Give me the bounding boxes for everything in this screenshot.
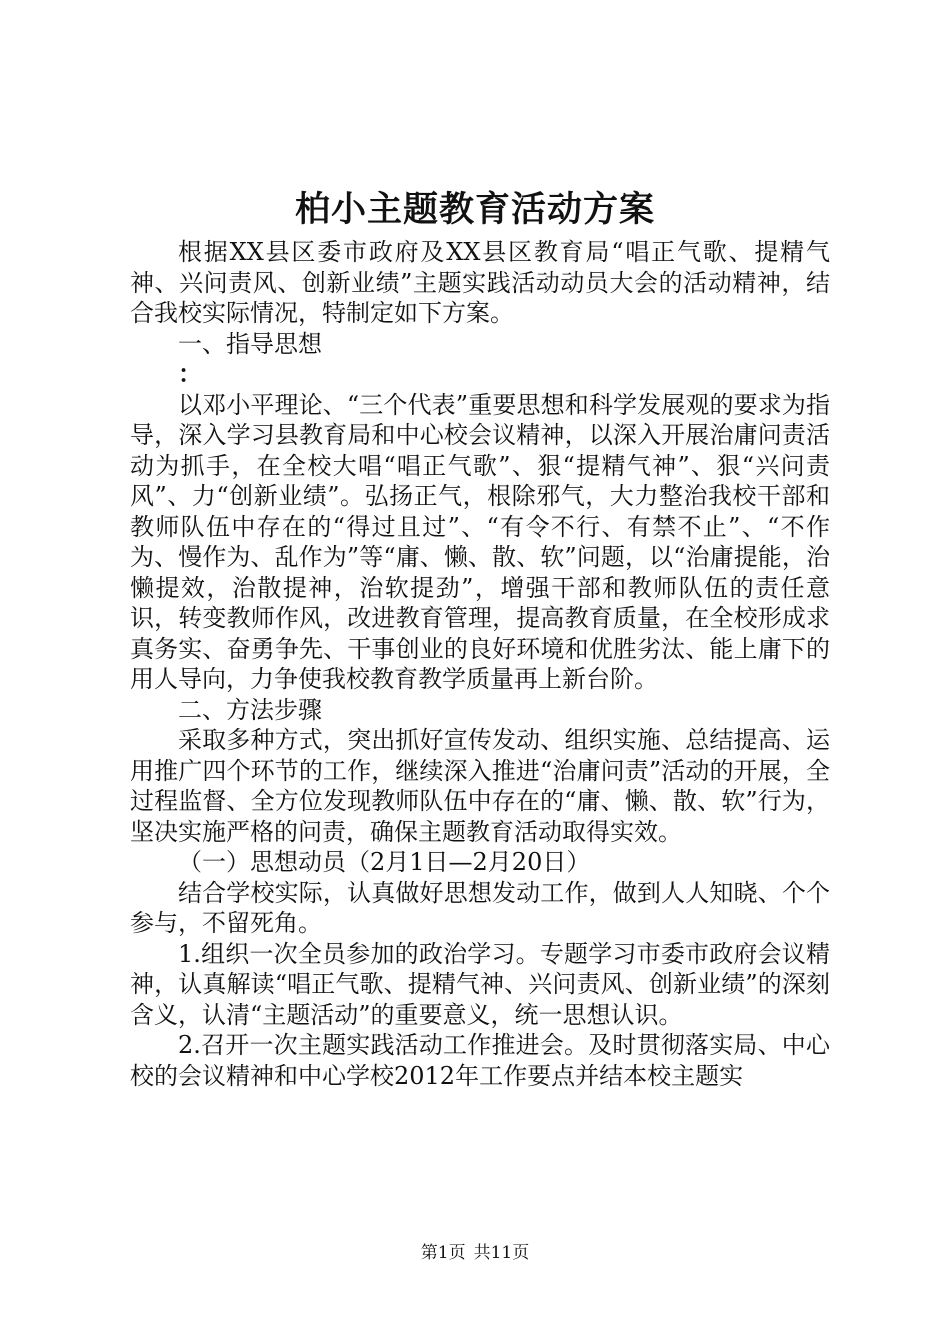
document-body xyxy=(130,237,830,1091)
page-footer xyxy=(0,1241,950,1265)
list-item-2: 2.召开一次主题实践活动工作推进会。及时贯彻落实局、中心校的会议精神和中心学校2012年工作要点并结本校主题实 xyxy=(130,1031,830,1090)
phase-1-heading: （一）思想动员（2月1日—2月20日） xyxy=(178,848,591,876)
section-1-colon: ： xyxy=(178,359,202,388)
intro-paragraph: 根据XX县区委市政府及XX县区教育局“唱正气歌、提精气神、兴问责风、创新业绩”主题实践活动动员大会的活动精神，结合我校实际情况，特制定如下方案。 xyxy=(130,238,830,327)
list-item-1: 1.组织一次全员参加的政治学习。专题学习市委市政府会议精神，认真解读“唱正气歌、提精气神、兴问责风、创新业绩”的深刻含义，认清“主题活动”的重要意义，统一思想认识。 xyxy=(130,939,830,1029)
page-total: 共11页 xyxy=(473,1243,530,1263)
section-1-heading: 一、指导思想 xyxy=(178,329,322,358)
phase-1-body: 结合学校实际，认真做好思想发动工作，做到人人知晓、个个参与，不留死角。 xyxy=(130,878,830,937)
section-2-heading: 二、方法步骤 xyxy=(178,695,322,724)
document-title: 柏小主题教育活动方案 xyxy=(294,189,655,230)
section-2-body: 采取多种方式，突出抓好宣传发动、组织实施、总结提高、运用推广四个环节的工作，继续深入推进“治庸问责”活动的开展，全过程监督、全方位发现教师队伍中存在的“庸、懒、散、软”行为，坚决实施严格的问责，确保主题教育活动取得实效。 xyxy=(130,726,830,846)
section-1-body: 以邓小平理论、“三个代表”重要思想和科学发展观的要求为指导，深入学习县教育局和中心校会议精神，以深入开展治庸问责活动为抓手，在全校大唱“唱正气歌”、狠“提精气神”、狠“兴问责风”、力“创新业绩”。弘扬正气，根除邪气，大力整治我校干部和教师队伍中存在的“得过且过”、“有令不行、有禁不止”、“不作为、慢作为、乱作为”等“庸、懒、散、软”问题，以“治庸提能，治懒提效，治散提神，治软提劲”，增强干部和教师队伍的责任意识，转变教师作风，改进教育管理，提高教育质量，在全校形成求真务实、奋勇争先、干事创业的良好环境和优胜劣汰、能上庸下的用人导向，力争使我校教育教学质量再上新台阶。 xyxy=(130,390,830,693)
page-number: 第1页 xyxy=(420,1243,466,1263)
